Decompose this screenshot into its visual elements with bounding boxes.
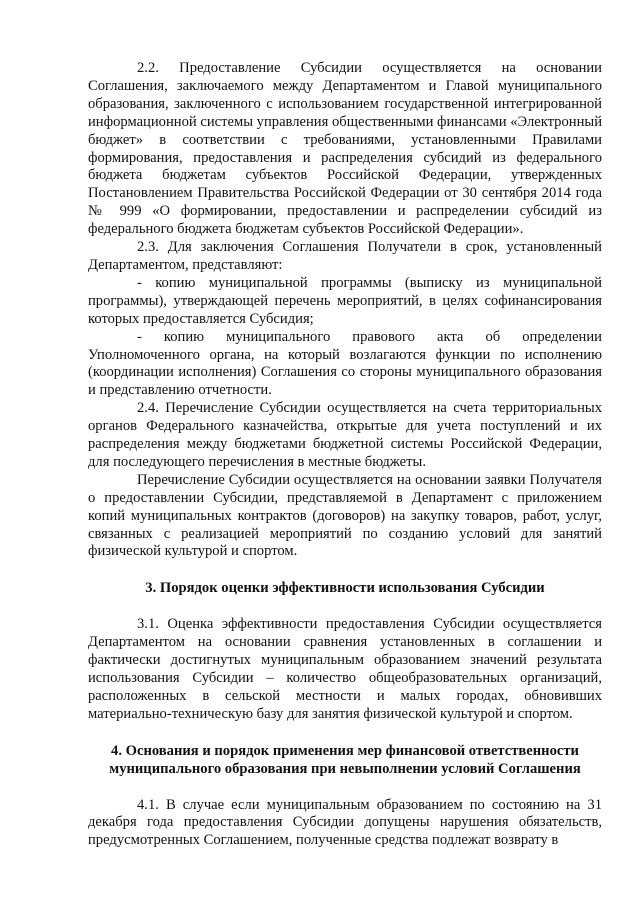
list-item-program-copy: - копию муниципальной программы (выписку из муниципальной программы), утверждающей перечень мероприятий, в целях софинансирования которых предоставляется Субсидия; <box>88 274 602 327</box>
paragraph-4-1: 4.1. В случае если муниципальным образованием по состоянию на 31 декабря года предоставления Субсидии допущены нарушения обязательств, предусмотренных Соглашением, полученные средства подлежат возврату в <box>88 796 602 849</box>
paragraph-2-2: 2.2. Предоставление Субсидии осуществляется на основании Соглашения, заключаемого между Департаментом и Главой муниципального образования, заключенного с использованием государственной интегрированной информационной системы управления общественными финансами «Электронный бюджет» в соответствии с требованиями, установленными Правилами формирования, предоставления и распределения субсидий из федерального бюджета бюджетам субъектов Российской Федерации, утвержденных Постановлением Правительства Российской Федерации от 30 сентября 2014 года № 999 «О формировании, предоставлении и распределении субсидий из федерального бюджета бюджетам субъектов Российской Федерации». <box>88 60 603 238</box>
section-4-heading: 4. Основания и порядок применения мер финансовой ответственности муниципального образования при невыполнении условий Соглашения <box>109 742 581 777</box>
spacer <box>88 779 602 797</box>
spacer <box>88 724 602 743</box>
spacer <box>88 598 602 616</box>
paragraph-2-3: 2.3. Для заключения Соглашения Получатели в срок, установленный Департаментом, представляют: <box>88 239 602 273</box>
paragraph-transfer-request: Перечисление Субсидии осуществляется на основании заявки Получателя о предоставлении Субсидии, представляемой в Департамент с приложением копий муниципальных контрактов (договоров) на закупку товаров, работ, услуг, связанных с реализацией мероприятий по созданию условий для занятий физической культурой и спортом. <box>88 471 602 560</box>
list-item-legal-act-copy: - копию муниципального правового акта об определении Уполномоченного органа, на который возлагаются функции по исполнению (координации исполнения) Соглашения со стороны муниципального образования и представлению отчетности. <box>88 328 602 399</box>
paragraph-3-1: 3.1. Оценка эффективности предоставления Субсидии осуществляется Департаментом на основании сравнения установленных в соглашении и фактически достигнутых муниципальным образованием значений результата использования Субсидии – количество общеобразовательных организаций, расположенных в сельской местности и малых городах, обновивших материально-техническую базу для занятия физической культурой и спортом. <box>88 616 602 722</box>
spacer <box>88 561 602 580</box>
paragraph-2-4: 2.4. Перечисление Субсидии осуществляется на счета территориальных органов Федерального казначейства, открытые для учета поступлений и их распределения между бюджетами бюджетной системы Российской Федерации, для последующего перечисления в местные бюджеты. <box>88 400 602 470</box>
section-3-heading: 3. Порядок оценки эффективности использования Субсидии <box>145 580 545 597</box>
